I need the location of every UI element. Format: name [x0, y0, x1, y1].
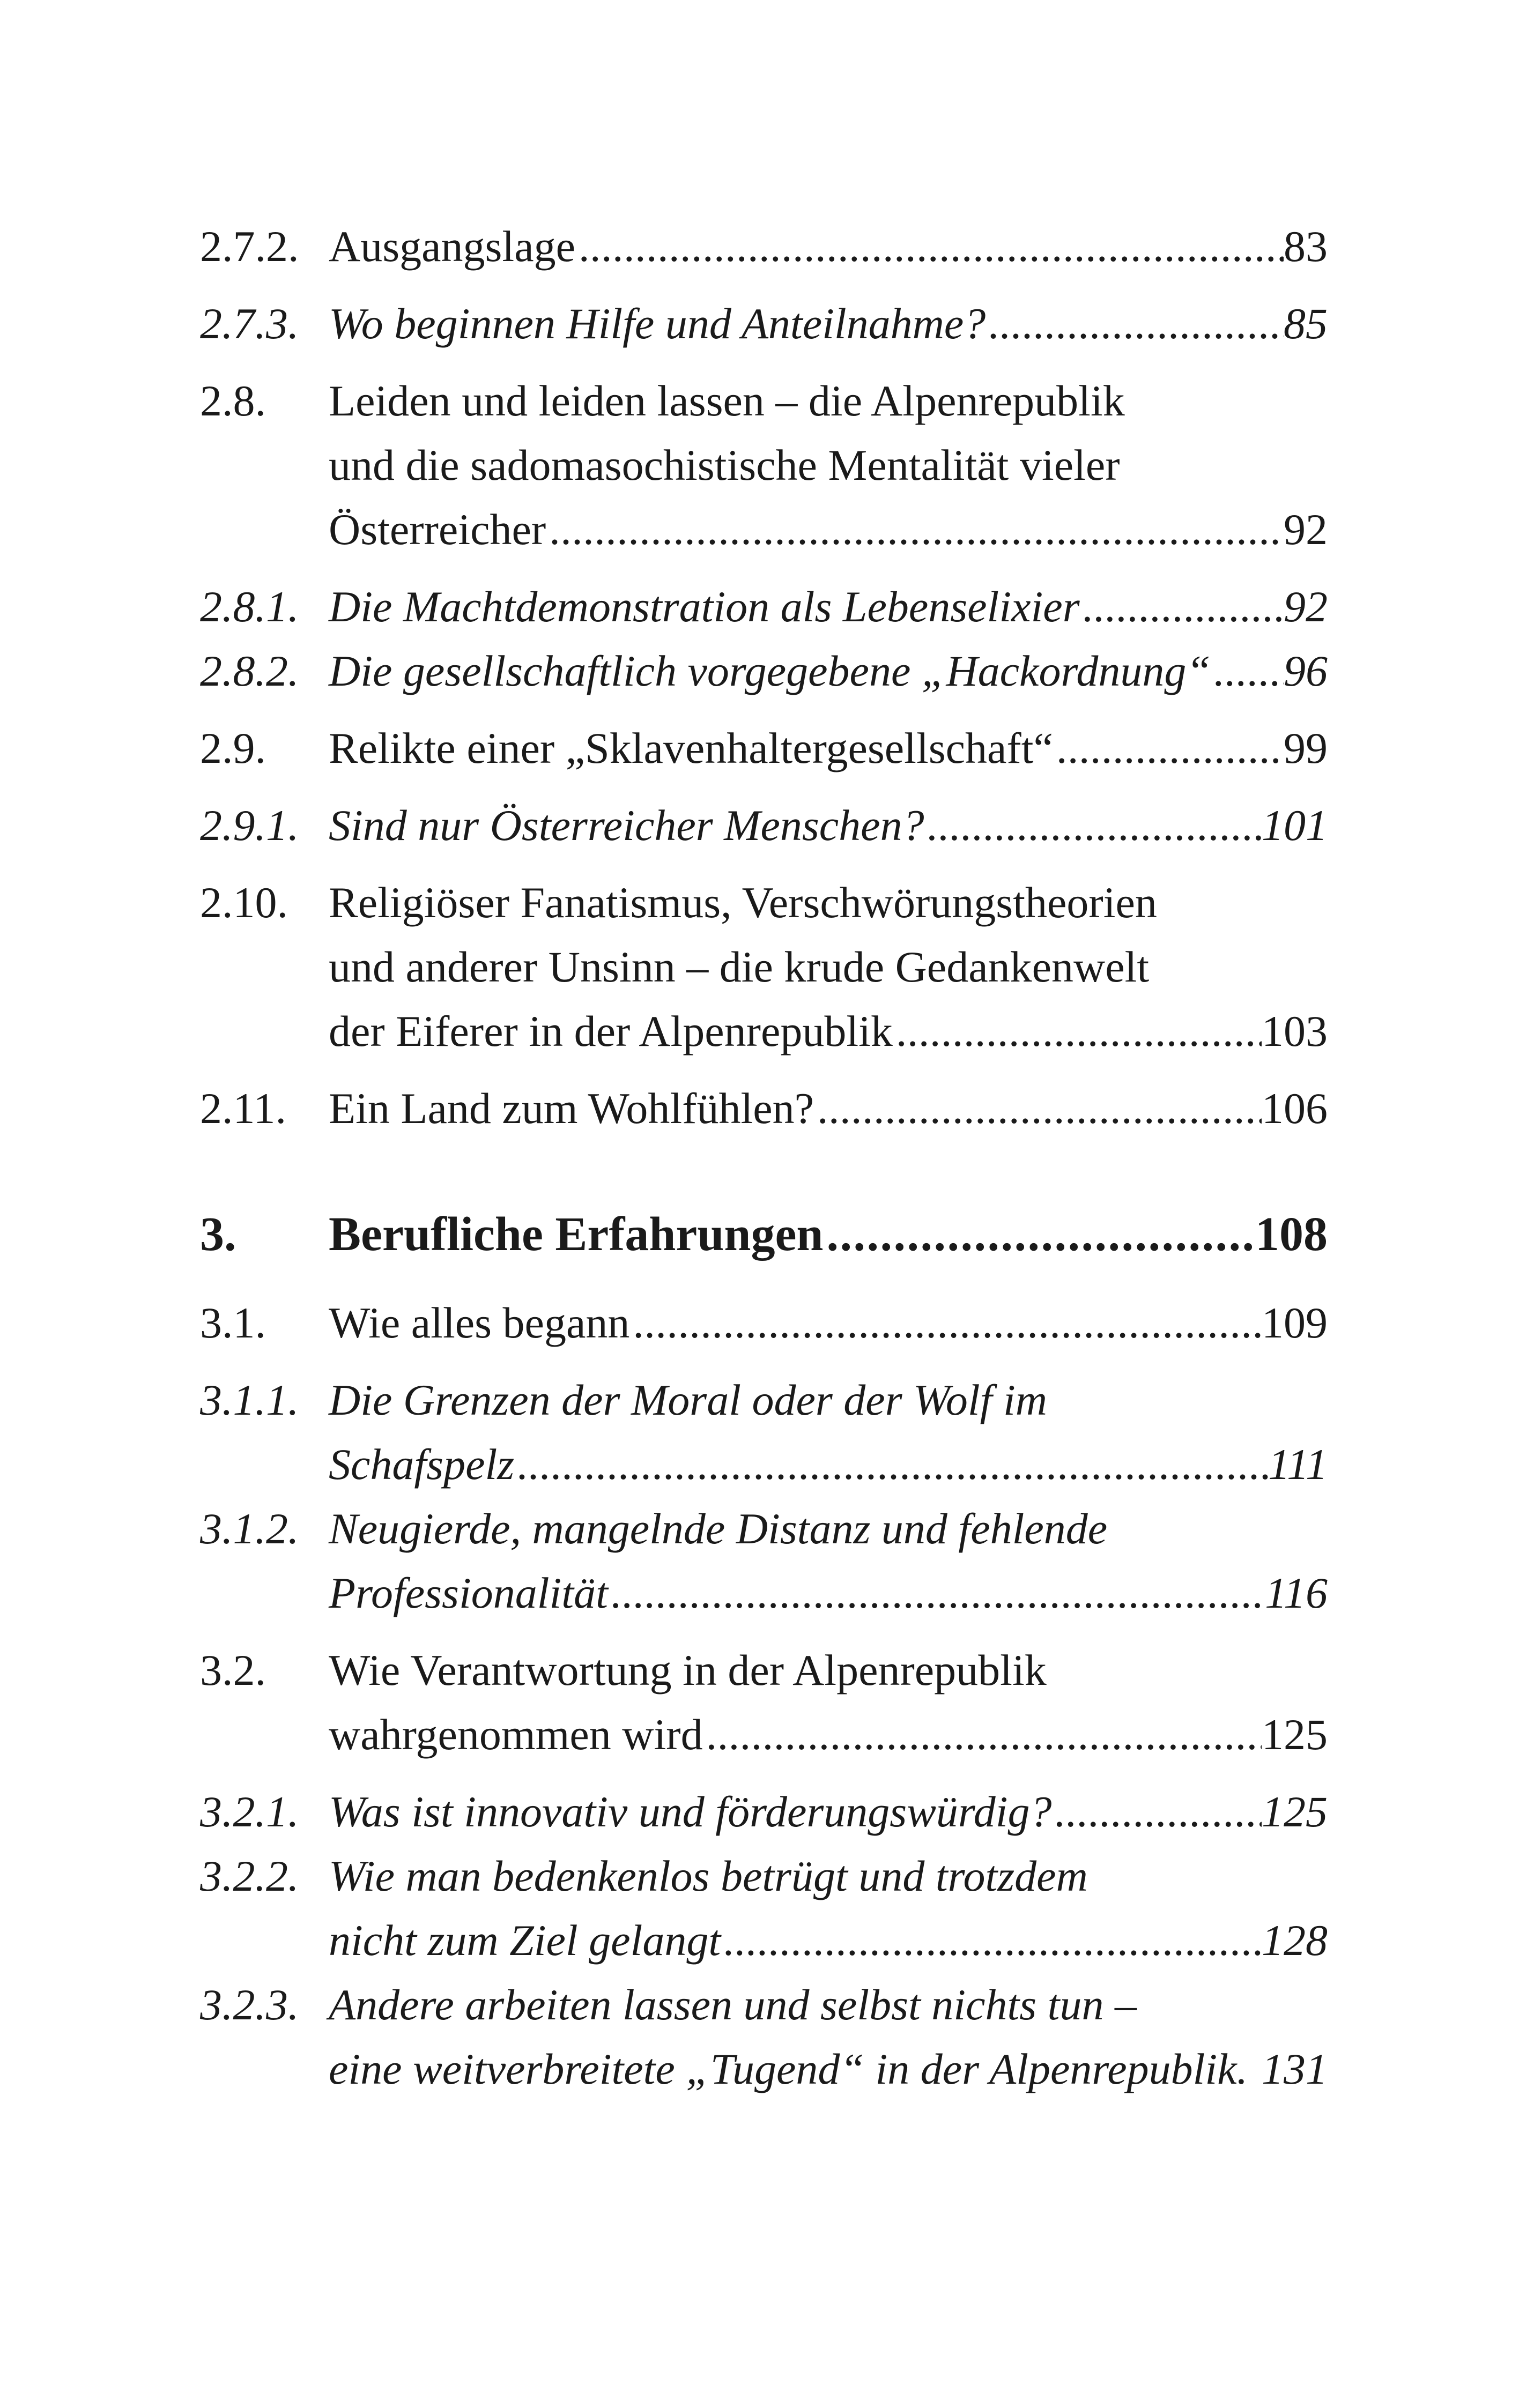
page-number: 109 — [1262, 1298, 1328, 1347]
entry-title-line: Sind nur Österreicher Menschen? — [329, 801, 924, 850]
toc-entry — [200, 1368, 1328, 1497]
entry-title-line: Professionalität — [329, 1569, 608, 1617]
entry-title-line: Neugierde, mangelnde Distanz und fehlende — [329, 1504, 1108, 1553]
entry-title-line: Österreicher — [329, 505, 546, 554]
entry-title-line: Schafspelz — [329, 1440, 515, 1489]
page-number: 92 — [1284, 505, 1328, 554]
entry-body — [329, 1200, 1328, 1269]
entry-body — [329, 1844, 1328, 1973]
entry-title-line: Die Grenzen der Moral oder der Wolf im — [329, 1376, 1047, 1424]
entry-title-line: Relikte einer „Sklavenhaltergesellschaft“ — [329, 724, 1053, 772]
entry-title-line: Andere arbeiten lassen und selbst nichts tun – — [329, 1980, 1137, 2029]
entry-number: 2.10. — [200, 878, 288, 927]
entry-last-line — [329, 575, 1328, 639]
leader-dots — [814, 1076, 1262, 1141]
toc-entry — [200, 1076, 1328, 1141]
entry-body — [329, 1368, 1328, 1497]
entry-last-line — [329, 497, 1328, 562]
entry-number: 2.9.1. — [200, 801, 299, 850]
entry-body — [329, 214, 1328, 279]
entry-body — [329, 793, 1328, 858]
entry-body — [329, 1076, 1328, 1141]
entry-last-line — [329, 716, 1328, 781]
entry-body — [329, 1291, 1328, 1355]
leader-dots — [986, 292, 1284, 356]
entry-body — [329, 1780, 1328, 1844]
entry-last-line — [329, 1200, 1328, 1269]
page-number: 125 — [1262, 1710, 1328, 1759]
entry-title-line: Berufliche Erfahrungen — [329, 1208, 824, 1261]
entry-title-line: wahrgenommen wird — [329, 1710, 703, 1759]
toc-entry — [200, 369, 1328, 562]
page-number: 108 — [1255, 1208, 1328, 1261]
entry-number: 2.9. — [200, 724, 266, 772]
page-number: 96 — [1284, 646, 1328, 695]
toc-entry — [200, 793, 1328, 858]
leader-dots — [1211, 639, 1284, 703]
entry-title-line: und anderer Unsinn – die krude Gedankenwelt — [329, 942, 1150, 991]
entry-last-line — [329, 214, 1328, 279]
entry-last-line — [329, 639, 1328, 703]
entry-title-line: Ausgangslage — [329, 222, 576, 271]
entry-last-line — [329, 999, 1328, 1064]
toc-entry — [200, 1497, 1328, 1625]
page-number: 101 — [1262, 801, 1328, 850]
entry-title-line: Wie Verantwortung in der Alpenrepublik — [329, 1646, 1047, 1694]
leader-dots — [1080, 575, 1284, 639]
entry-title-line: Wie alles begann — [329, 1298, 630, 1347]
entry-body — [329, 639, 1328, 703]
entry-number: 3.2.3. — [200, 1980, 299, 2029]
page-number: 111 — [1268, 1440, 1328, 1489]
entry-title-line: Religiöser Fanatismus, Verschwörungstheorien — [329, 878, 1157, 927]
entry-number: 3.1.2. — [200, 1504, 299, 1553]
toc-entry — [200, 292, 1328, 356]
page-number: 92 — [1284, 582, 1328, 631]
entry-number: 3.2.1. — [200, 1787, 299, 1836]
toc-entry — [200, 214, 1328, 279]
toc-entry — [200, 639, 1328, 703]
leader-dots — [629, 1291, 1262, 1355]
toc-entry — [200, 1291, 1328, 1355]
page-number: 128 — [1262, 1916, 1328, 1965]
page-number: 103 — [1262, 1007, 1328, 1056]
entry-number: 3. — [200, 1208, 236, 1261]
toc-entry — [200, 575, 1328, 639]
entry-title-line: Leiden und leiden lassen – die Alpenrepublik — [329, 376, 1125, 425]
entry-title-line: Was ist innovativ und förderungswürdig? — [329, 1787, 1052, 1836]
leader-dots — [1052, 1780, 1262, 1844]
entry-body — [329, 1638, 1328, 1767]
entry-last-line — [329, 1780, 1328, 1844]
page-number: 106 — [1262, 1084, 1328, 1133]
entry-number: 2.7.2. — [200, 222, 299, 271]
leader-dots — [703, 1703, 1262, 1767]
toc-entry — [200, 871, 1328, 1064]
entry-body — [329, 871, 1328, 1064]
entry-last-line — [329, 1291, 1328, 1355]
entry-number: 2.8. — [200, 376, 266, 425]
entry-body — [329, 292, 1328, 356]
toc-entry — [200, 1973, 1328, 2101]
leader-dots — [721, 1908, 1262, 1973]
entry-title-line: nicht zum Ziel gelangt — [329, 1916, 721, 1965]
entry-title-line: Ein Land zum Wohlfühlen? — [329, 1084, 814, 1133]
entry-last-line — [329, 1076, 1328, 1141]
entry-body — [329, 1973, 1328, 2101]
page-number: 125 — [1262, 1787, 1328, 1836]
toc-entry — [200, 1780, 1328, 1844]
table-of-contents — [200, 214, 1328, 2101]
toc-chapter-entry — [200, 1200, 1328, 1269]
page-number: 99 — [1284, 724, 1328, 772]
entry-body — [329, 716, 1328, 781]
entry-body — [329, 1497, 1328, 1625]
entry-number: 3.2. — [200, 1646, 266, 1694]
entry-number: 3.1.1. — [200, 1376, 299, 1424]
page-number: 83 — [1284, 222, 1328, 271]
leader-dots — [514, 1432, 1268, 1497]
entry-number: 2.8.1. — [200, 582, 299, 631]
leader-dots — [893, 999, 1262, 1064]
entry-title-line: eine weitverbreitete „Tugend“ in der Alpenrepublik. — [329, 2045, 1248, 2093]
leader-dots — [924, 793, 1262, 858]
entry-body — [329, 369, 1328, 562]
toc-entry — [200, 1638, 1328, 1767]
entry-title-line: Wie man bedenkenlos betrügt und trotzdem — [329, 1852, 1088, 1900]
leader-dots — [546, 497, 1284, 562]
entry-title-line: und die sadomasochistische Mentalität vieler — [329, 441, 1120, 489]
page-number: 85 — [1284, 299, 1328, 348]
entry-number: 2.8.2. — [200, 646, 299, 695]
toc-entry — [200, 1844, 1328, 1973]
entry-last-line — [329, 793, 1328, 858]
leader-dots — [1053, 716, 1284, 781]
entry-body — [329, 575, 1328, 639]
entry-number: 2.7.3. — [200, 299, 299, 348]
entry-last-line — [329, 1432, 1328, 1497]
page-number: 116 — [1265, 1569, 1328, 1617]
entry-last-line — [329, 292, 1328, 356]
entry-last-line — [329, 1908, 1328, 1973]
entry-number: 3.1. — [200, 1298, 266, 1347]
entry-last-line — [329, 1561, 1328, 1625]
entry-title-line: der Eiferer in der Alpenrepublik — [329, 1007, 893, 1056]
leader-dots — [575, 214, 1284, 279]
page-number: 131 — [1262, 2045, 1328, 2093]
entry-last-line — [329, 2037, 1328, 2101]
toc-entry — [200, 716, 1328, 781]
entry-title-line: Die gesellschaftlich vorgegebene „Hackordnung“ — [329, 646, 1211, 695]
entry-title-line: Die Machtdemonstration als Lebenselixier — [329, 582, 1080, 631]
leader-dots — [608, 1561, 1265, 1625]
entry-number: 2.11. — [200, 1084, 286, 1133]
entry-title-line: Wo beginnen Hilfe und Anteilnahme? — [329, 299, 986, 348]
leader-dots — [823, 1200, 1255, 1269]
entry-number: 3.2.2. — [200, 1852, 299, 1900]
entry-last-line — [329, 1703, 1328, 1767]
